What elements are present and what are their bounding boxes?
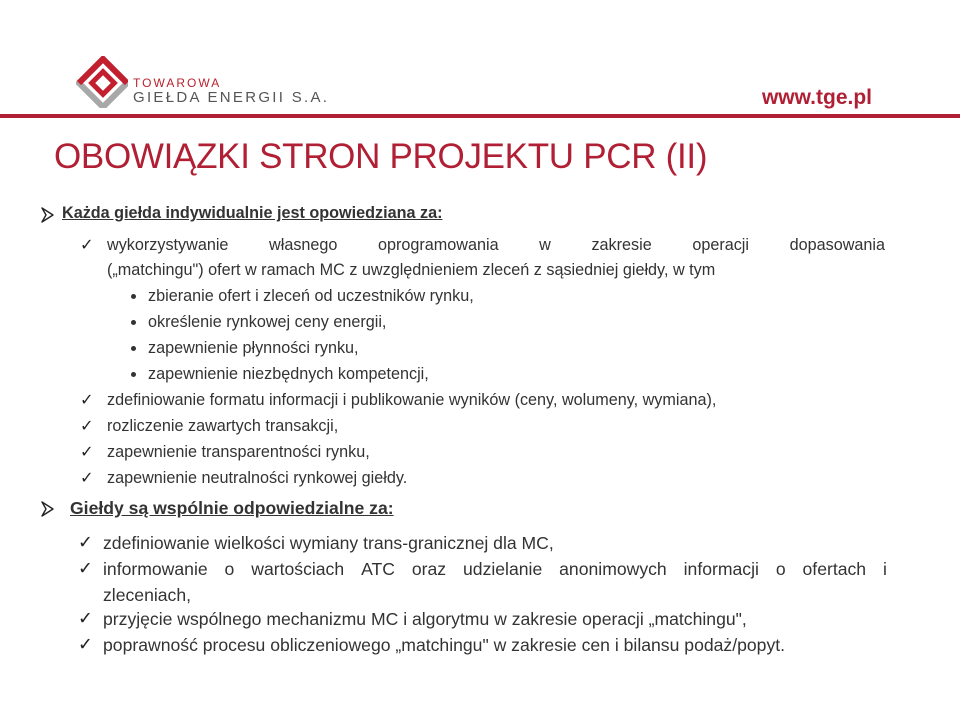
word: o xyxy=(224,559,235,579)
word: informacji xyxy=(683,559,759,579)
list-item: zapewnienie transparentności rynku, xyxy=(107,443,370,461)
checkmark-icon: ✓ xyxy=(78,634,93,654)
word: wykorzystywanie xyxy=(107,236,229,254)
list-item: zdefiniowanie formatu informacji i publikowanie wyników (ceny, wolumeny, wymiana), xyxy=(107,391,717,409)
section1-heading: Każda giełda indywidualnie jest opowiedziana za: xyxy=(62,204,443,222)
sub-item: zapewnienie płynności rynku, xyxy=(148,339,359,357)
list-item: zdefiniowanie wielkości wymiany trans-granicznej dla MC, xyxy=(103,533,554,553)
word: własnego xyxy=(269,236,338,254)
bullet-dot-icon xyxy=(131,372,136,377)
section2-item2-line1 xyxy=(103,559,887,580)
word: i xyxy=(883,559,887,579)
section1-item1-line2: („matchingu") ofert w ramach MC z uwzględnieniem zleceń z sąsiedniej giełdy, w tym xyxy=(107,261,716,279)
word: oprogramowania xyxy=(378,236,499,254)
website-url[interactable]: www.tge.pl xyxy=(761,86,872,109)
header-divider xyxy=(0,114,960,118)
slide-title: OBOWIĄZKI STRON PROJEKTU PCR (II) xyxy=(54,137,708,176)
word: ofertach xyxy=(802,559,867,579)
section2-item2-line2: zleceniach, xyxy=(103,585,192,605)
list-item: poprawność procesu obliczeniowego „matchingu" w zakresie cen i bilansu podaż/popyt. xyxy=(103,635,786,655)
sub-item: zapewnienie niezbędnych kompetencji, xyxy=(148,365,429,383)
list-item: zapewnienie neutralności rynkowej giełdy. xyxy=(107,469,408,487)
bullet-dot-icon xyxy=(131,320,136,325)
sub-item: zbieranie ofert i zleceń od uczestników rynku, xyxy=(148,287,474,305)
word: operacji xyxy=(692,236,750,254)
word: udzielanie xyxy=(463,559,543,579)
company-logo xyxy=(76,56,376,112)
logo-mark-icon xyxy=(76,56,128,108)
list-item: przyjęcie wspólnego mechanizmu MC i algorytmu w zakresie operacji „matchingu", xyxy=(103,609,747,629)
word: dopasowania xyxy=(789,236,885,254)
word: anonimowych xyxy=(559,559,667,579)
logo-text-line2: GIEŁDA ENERGII S.A. xyxy=(133,89,330,106)
section1-item1-line1 xyxy=(107,236,885,255)
bullet-dot-icon xyxy=(131,294,136,299)
checkmark-icon: ✓ xyxy=(80,391,94,409)
sub-item: określenie rynkowej ceny energii, xyxy=(148,313,387,331)
word: oraz xyxy=(411,559,447,579)
checkmark-icon: ✓ xyxy=(78,532,93,552)
word: ATC xyxy=(361,559,395,579)
checkmark-icon: ✓ xyxy=(80,236,94,254)
arrow-bullet-icon xyxy=(40,501,57,517)
bullet-dot-icon xyxy=(131,346,136,351)
logo-text-line1: TOWAROWA xyxy=(133,76,222,90)
checkmark-icon: ✓ xyxy=(80,469,94,487)
word: w xyxy=(539,236,551,254)
checkmark-icon: ✓ xyxy=(80,443,94,461)
word: o xyxy=(775,559,786,579)
word: informowanie xyxy=(103,559,208,579)
arrow-bullet-icon xyxy=(40,207,57,223)
checkmark-icon: ✓ xyxy=(78,608,93,628)
checkmark-icon: ✓ xyxy=(80,417,94,435)
section2-heading: Giełdy są wspólnie odpowiedzialne za: xyxy=(70,498,394,518)
list-item: rozliczenie zawartych transakcji, xyxy=(107,417,339,435)
word: wartościach xyxy=(251,559,345,579)
word: zakresie xyxy=(591,236,652,254)
checkmark-icon: ✓ xyxy=(78,558,93,578)
